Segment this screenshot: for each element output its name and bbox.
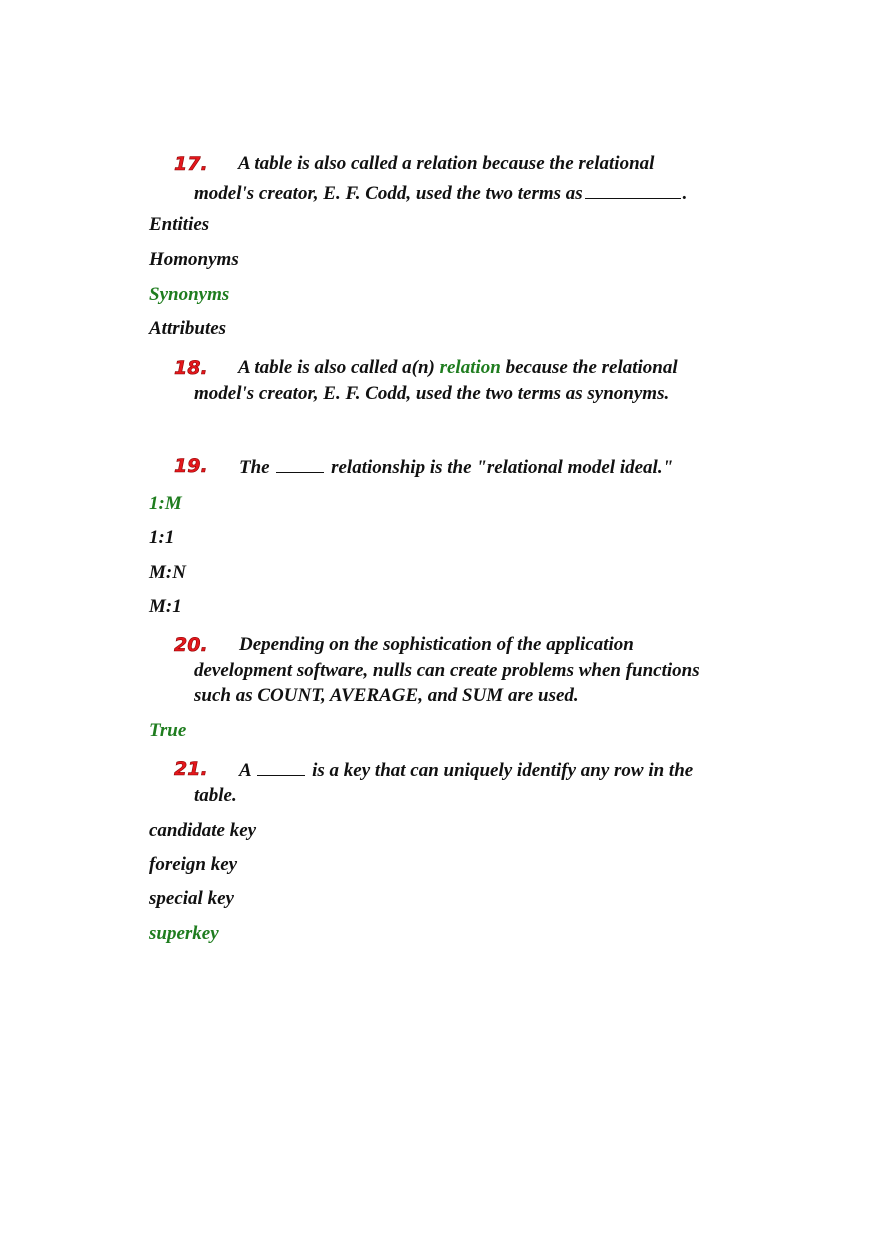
question-18-post: because the relational [500, 357, 678, 378]
q17-option-2: Homonyms [149, 249, 239, 270]
question-20-text-line3: such as COUNT, AVERAGE, and SUM are used. [194, 685, 579, 706]
question-17-text-line2-body: model's creator, E. F. Codd, used the two terms as [194, 183, 583, 204]
answer-blank [276, 454, 324, 473]
question-21-text-line2: table. [194, 785, 237, 806]
question-19-pre: The [239, 457, 275, 478]
q21-option-2: foreign key [149, 854, 238, 875]
q17-option-3-correct: Synonyms [149, 284, 230, 305]
question-17-text-line2 [194, 180, 687, 206]
question-18-pre: A table is also called a(n) [238, 357, 440, 378]
q19-option-4: M:1 [149, 596, 182, 617]
q17-option-1: Entities [149, 214, 210, 235]
q17-option-4: Attributes [149, 318, 227, 339]
question-21-pre: A [239, 760, 256, 781]
question-21-text-line1 [239, 757, 693, 783]
question-18-number: 18. [174, 357, 208, 379]
answer-blank [257, 757, 305, 776]
question-19-text [239, 454, 673, 480]
q21-option-4-correct: superkey [149, 923, 219, 944]
question-18-answer: relation [439, 357, 501, 378]
q19-option-1-correct: 1:M [149, 493, 182, 514]
question-18-text-line2: model's creator, E. F. Codd, used the two terms as synonyms. [194, 383, 670, 404]
question-19-number: 19. [174, 455, 208, 477]
question-21-post: is a key that can uniquely identify any row in the [307, 760, 694, 781]
q20-answer-correct: True [149, 720, 187, 741]
question-20-text-line2: development software, nulls can create problems when functions [194, 660, 700, 681]
q19-option-2: 1:1 [149, 527, 175, 548]
question-20-text-line1: Depending on the sophistication of the application [239, 634, 634, 655]
question-17-number: 17. [174, 153, 208, 175]
question-19-post: relationship is the "relational model ideal." [326, 457, 674, 478]
answer-blank [585, 180, 681, 199]
question-20-number: 20. [174, 634, 208, 656]
question-17-end: . [682, 183, 688, 204]
q21-option-3: special key [149, 888, 234, 909]
question-17-text-line1: A table is also called a relation because the relational [238, 153, 655, 174]
question-18-text-line1 [238, 356, 678, 380]
q21-option-1: candidate key [149, 820, 257, 841]
q19-option-3: M:N [149, 562, 186, 583]
question-21-number: 21. [174, 758, 208, 780]
